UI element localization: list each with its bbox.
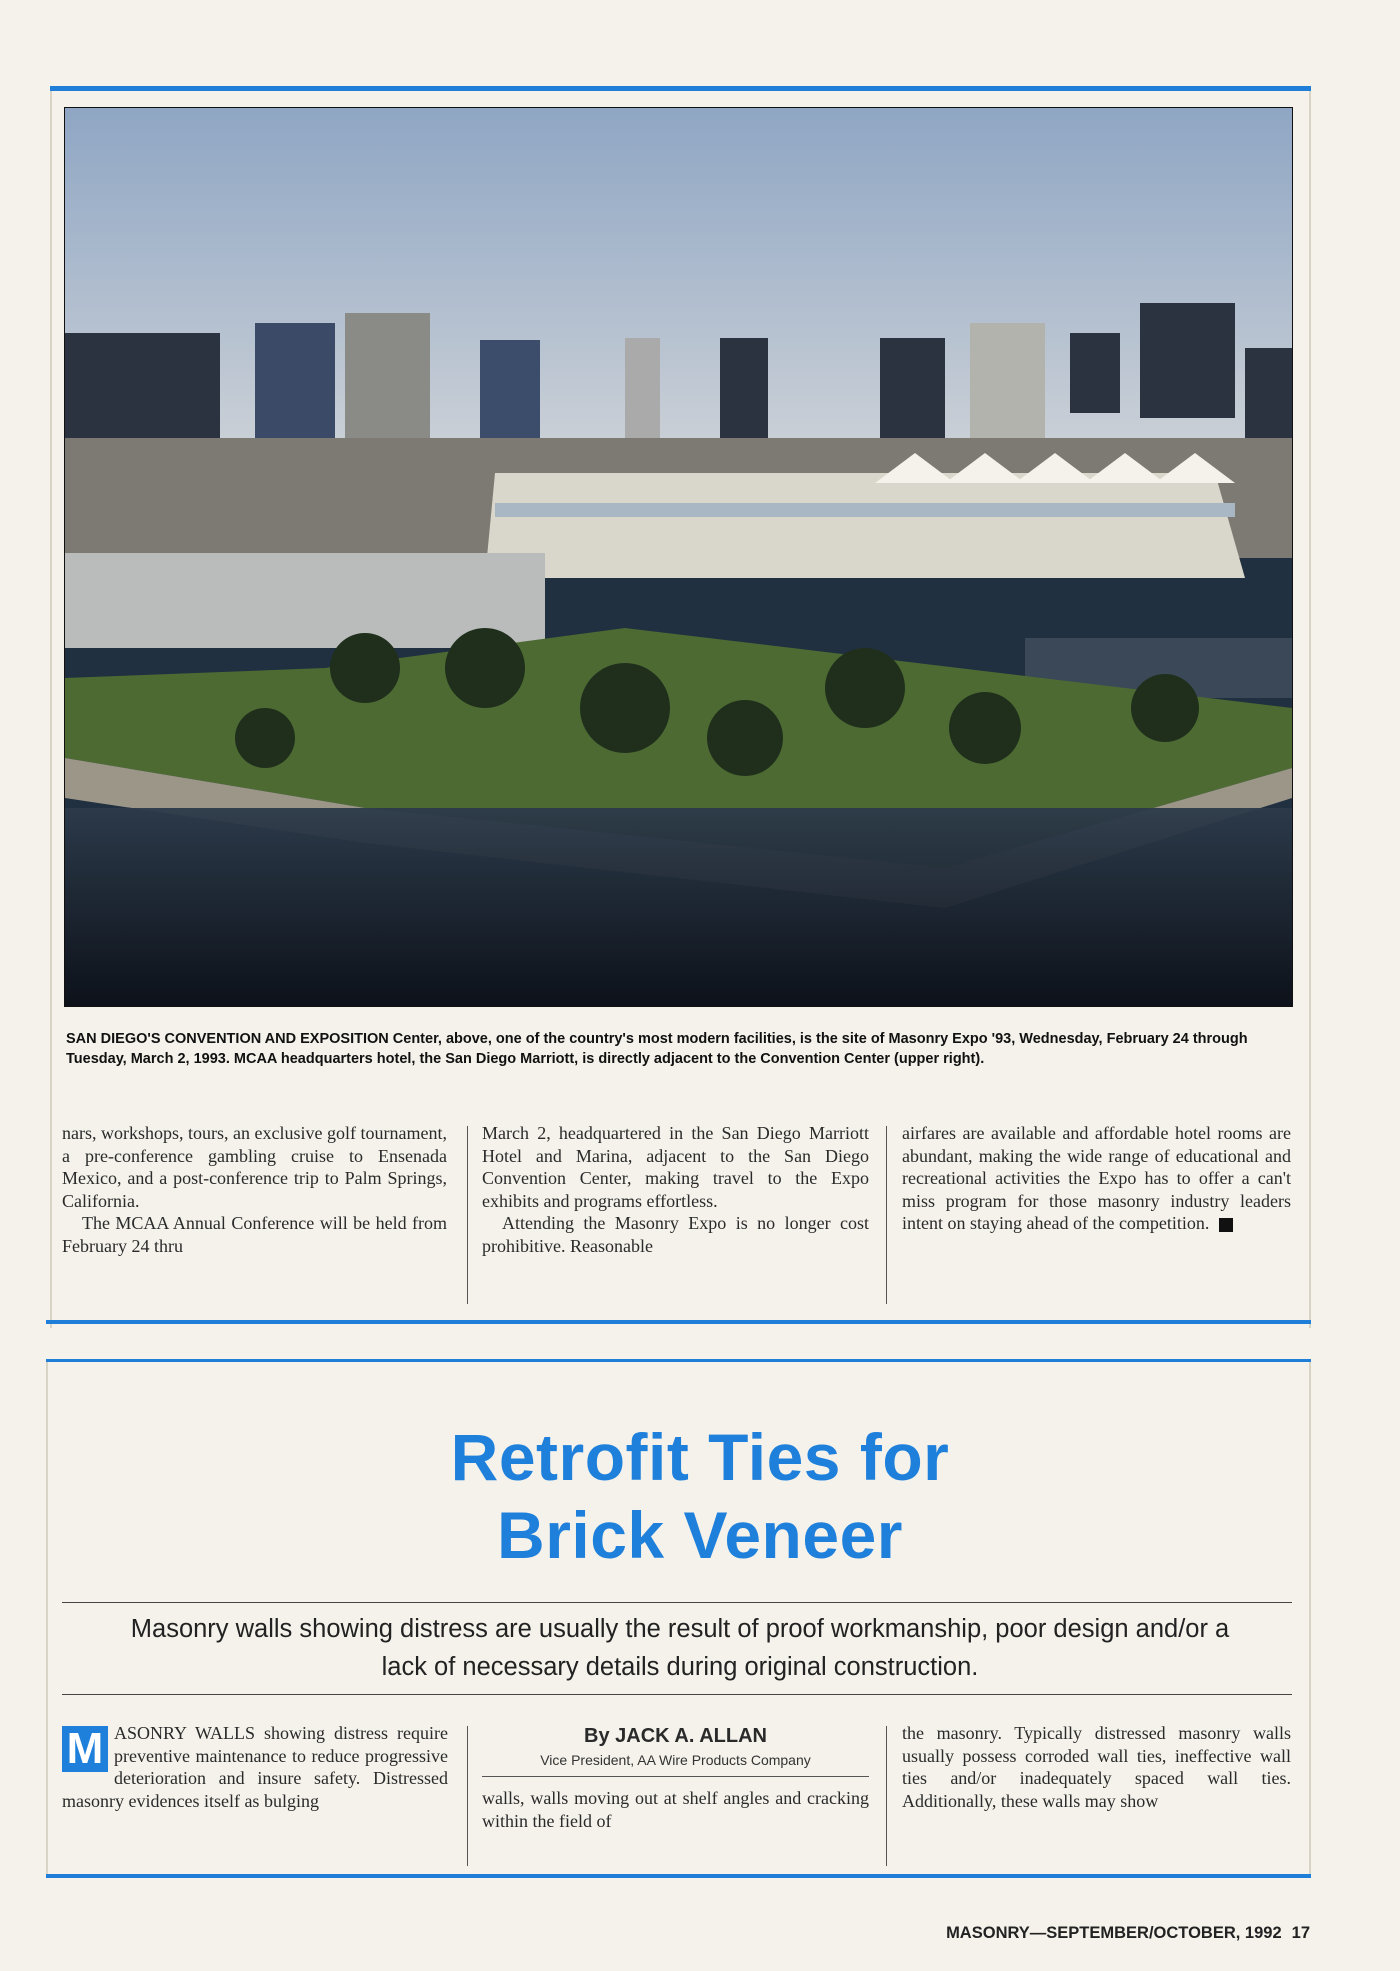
page-footer — [946, 1924, 1310, 1943]
publication-line: MASONRY—SEPTEMBER/OCTOBER, 1992 — [946, 1924, 1282, 1942]
article1-column-2 — [482, 1122, 869, 1257]
article1-col3-p1: airfares are available and affordable hotel rooms are abundant, making the wide range of educational and recreational activities the Expo has to offer a can't miss program for those masonry industry leaders intent on staying ahead of the competition. — [902, 1123, 1291, 1233]
end-of-article-mark — [1219, 1218, 1233, 1232]
article2-deck: Masonry walls showing distress are usually the result of proof workmanship, poor design and/or a lack of necessary details during original construction. — [130, 1615, 1230, 1681]
article2-column-2 — [482, 1722, 869, 1832]
article2-headline — [0, 1418, 1400, 1574]
article2-col3-text: the masonry. Typically distressed masonry walls usually possess corroded wall ties, ineffective wall ties and/or inadequately spaced wall ties. Additionally, these walls may show — [902, 1723, 1291, 1811]
byline — [482, 1722, 869, 1770]
deck-top-rule — [62, 1602, 1292, 1603]
headline-line-2: Brick Veneer — [497, 1498, 903, 1572]
convention-center-photo — [64, 107, 1293, 1007]
article2-col2-text: walls, walls moving out at shelf angles and cracking within the field of — [482, 1788, 869, 1831]
article1-col1-p2: The MCAA Annual Conference will be held from February 24 thru — [62, 1213, 447, 1256]
column-divider — [467, 1726, 468, 1866]
article2-column-1 — [62, 1722, 448, 1812]
byline-title: Vice President, AA Wire Products Company — [540, 1752, 811, 1768]
headline-line-1: Retrofit Ties for — [450, 1420, 950, 1494]
page-number: 17 — [1291, 1924, 1310, 1942]
article1-column-3 — [902, 1122, 1291, 1235]
byline-author: By JACK A. ALLAN — [584, 1725, 767, 1747]
column-divider — [886, 1126, 887, 1304]
column-divider — [467, 1126, 468, 1304]
section-rule — [46, 1320, 1311, 1324]
deck-bottom-rule — [62, 1694, 1292, 1695]
article2-column-3 — [902, 1722, 1291, 1812]
drop-cap: M — [62, 1726, 108, 1772]
bottom-rule — [46, 1874, 1311, 1878]
byline-rule — [482, 1776, 869, 1777]
photo-caption: SAN DIEGO'S CONVENTION AND EXPOSITION Center, above, one of the country's most modern facilities, is the site of Masonry Expo '93, Wednesday, February 24 through Tuesday, March 2, 1993. MCAA headquarters hotel, the San Diego Marriott, is directly adjacent to the Convention Center (upper right). — [66, 1031, 1248, 1067]
article1-column-1 — [62, 1122, 447, 1257]
article1-col1-p1: nars, workshops, tours, an exclusive golf tournament, a pre-conference gambling cruise to Ensenada Mexico, and a post-conference trip to Palm Springs, California. — [62, 1123, 447, 1211]
article1-col2-p1: March 2, headquartered in the San Diego Marriott Hotel and Marina, adjacent to the San Diego Convention Center, making travel to the Expo exhibits and programs effortless. — [482, 1123, 869, 1211]
article2-col1-text: ASONRY WALLS showing distress require preventive maintenance to reduce progressive deterioration and insure safety. Distressed masonry evidences itself as bulging — [62, 1723, 448, 1811]
column-divider — [886, 1726, 887, 1866]
article1-col2-p2: Attending the Masonry Expo is no longer cost prohibitive. Reasonable — [482, 1213, 869, 1256]
